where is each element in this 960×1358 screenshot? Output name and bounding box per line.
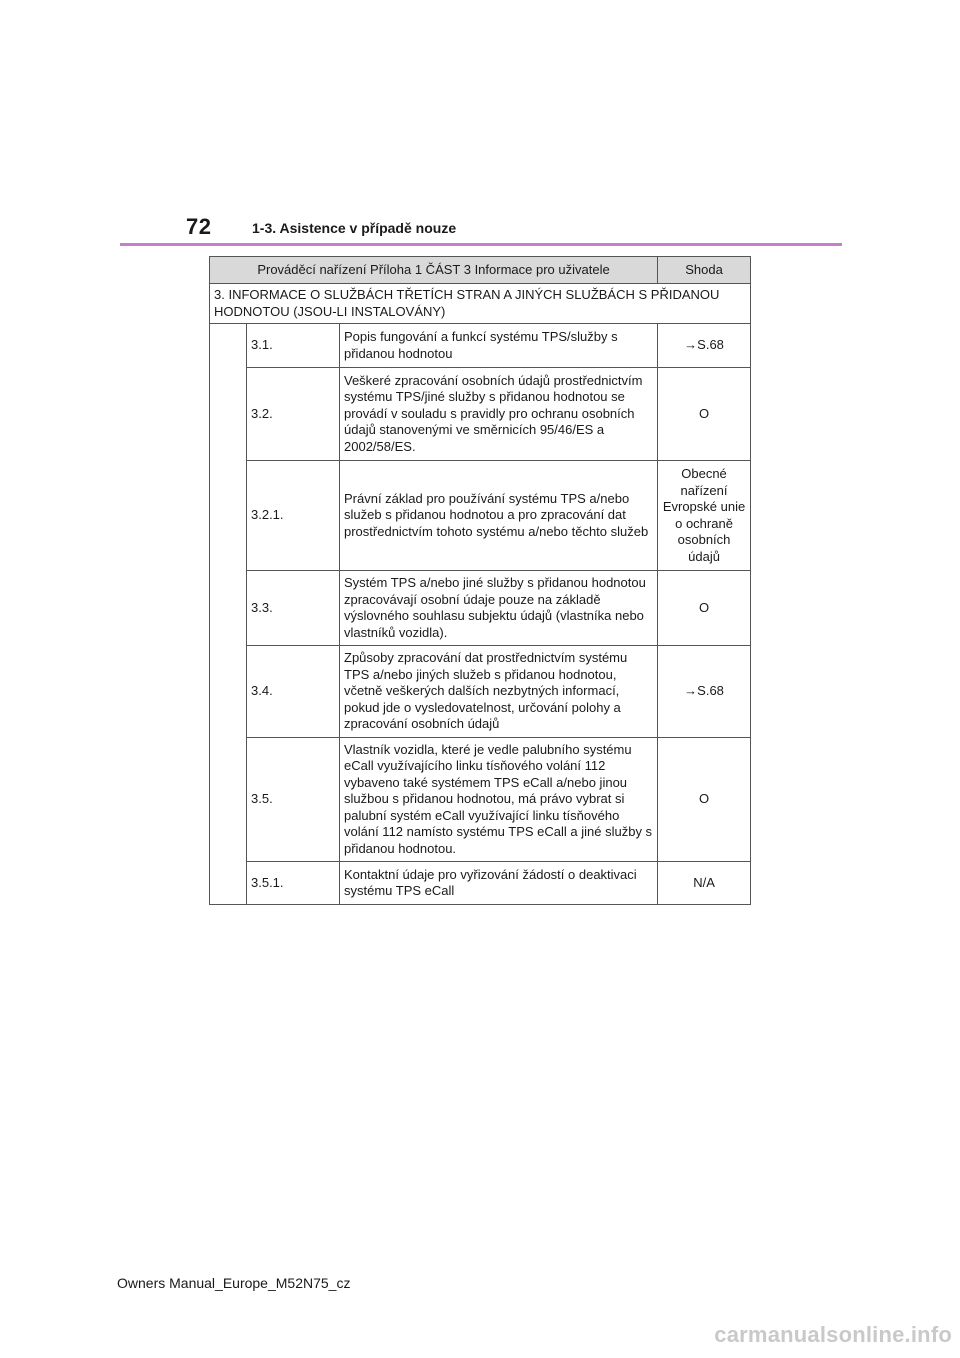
column-header-requirement: Prováděcí nařízení Příloha 1 ČÁST 3 Informace pro uživatele: [210, 257, 658, 284]
table-row: [210, 324, 751, 368]
footer-document-id: Owners Manual_Europe_M52N75_cz: [117, 1275, 351, 1291]
row-number: 3.4.: [247, 646, 340, 738]
row-text: Způsoby zpracování dat prostřednictvím systému TPS a/nebo jiných služeb s přidanou hodnotou, včetně veškerých dalších nezbytných informací, pokud jde o vysledovatelnost, určování polohy a zpracování osobních údajů: [340, 646, 658, 738]
row-text: Systém TPS a/nebo jiné služby s přidanou hodnotou zpracovávají osobní údaje pouze na základě výslovného souhlasu subjektu údajů (vlastníka nebo vlastníků vozidla).: [340, 571, 658, 646]
row-compliance: →S.68: [658, 646, 751, 738]
watermark: carmanualsonline.info: [714, 1322, 952, 1347]
section-heading-row: [210, 284, 751, 324]
row-compliance: O: [658, 571, 751, 646]
table-row: [210, 738, 751, 862]
row-number: 3.3.: [247, 571, 340, 646]
row-compliance: N/A: [658, 862, 751, 905]
table-row: [210, 646, 751, 738]
indent-cell: [210, 324, 247, 905]
table-row: [210, 368, 751, 461]
section-title: 1-3. Asistence v případě nouze: [252, 220, 457, 236]
row-text: Kontaktní údaje pro vyřizování žádostí o deaktivaci systému TPS eCall: [340, 862, 658, 905]
header-divider: [120, 243, 842, 246]
page-number: 72: [186, 214, 212, 239]
table-row: [210, 461, 751, 571]
row-number: 3.5.: [247, 738, 340, 862]
row-compliance: →S.68: [658, 324, 751, 368]
column-header-compliance: Shoda: [658, 257, 751, 284]
regulation-table: [209, 256, 751, 905]
section-heading: 3. INFORMACE O SLUŽBÁCH TŘETÍCH STRAN A JINÝCH SLUŽBÁCH S PŘIDANOU HODNOTOU (JSOU-LI INSTALOVÁNY): [210, 284, 751, 324]
table-row: [210, 571, 751, 646]
row-text: Veškeré zpracování osobních údajů prostřednictvím systému TPS/jiné služby s přidanou hodnotou se provádí v souladu s pravidly pro ochranu osobních údajů stanovenými ve směrnicích 95/46/ES a 2002/58/ES.: [340, 368, 658, 461]
row-number: 3.2.1.: [247, 461, 340, 571]
row-number: 3.2.: [247, 368, 340, 461]
table-row: [210, 862, 751, 905]
row-compliance: Obecné nařízení Evropské unie o ochraně osobních údajů: [658, 461, 751, 571]
row-compliance: O: [658, 738, 751, 862]
row-compliance: O: [658, 368, 751, 461]
row-number: 3.1.: [247, 324, 340, 368]
row-text: Vlastník vozidla, které je vedle palubního systému eCall využívajícího linku tísňového volání 112 vybaveno také systémem TPS eCall a/nebo jinou službou s přidanou hodnotou, má právo vybrat si palubní systém eCall využívající linku tísňového volání 112 namísto systému TPS eCall a jiné služby s přidanou hodnotou.: [340, 738, 658, 862]
row-text: Popis fungování a funkcí systému TPS/služby s přidanou hodnotou: [340, 324, 658, 368]
row-number: 3.5.1.: [247, 862, 340, 905]
row-text: Právní základ pro používání systému TPS a/nebo služeb s přidanou hodnotou a pro zpracování dat prostřednictvím tohoto systému a/nebo těchto služeb: [340, 461, 658, 571]
